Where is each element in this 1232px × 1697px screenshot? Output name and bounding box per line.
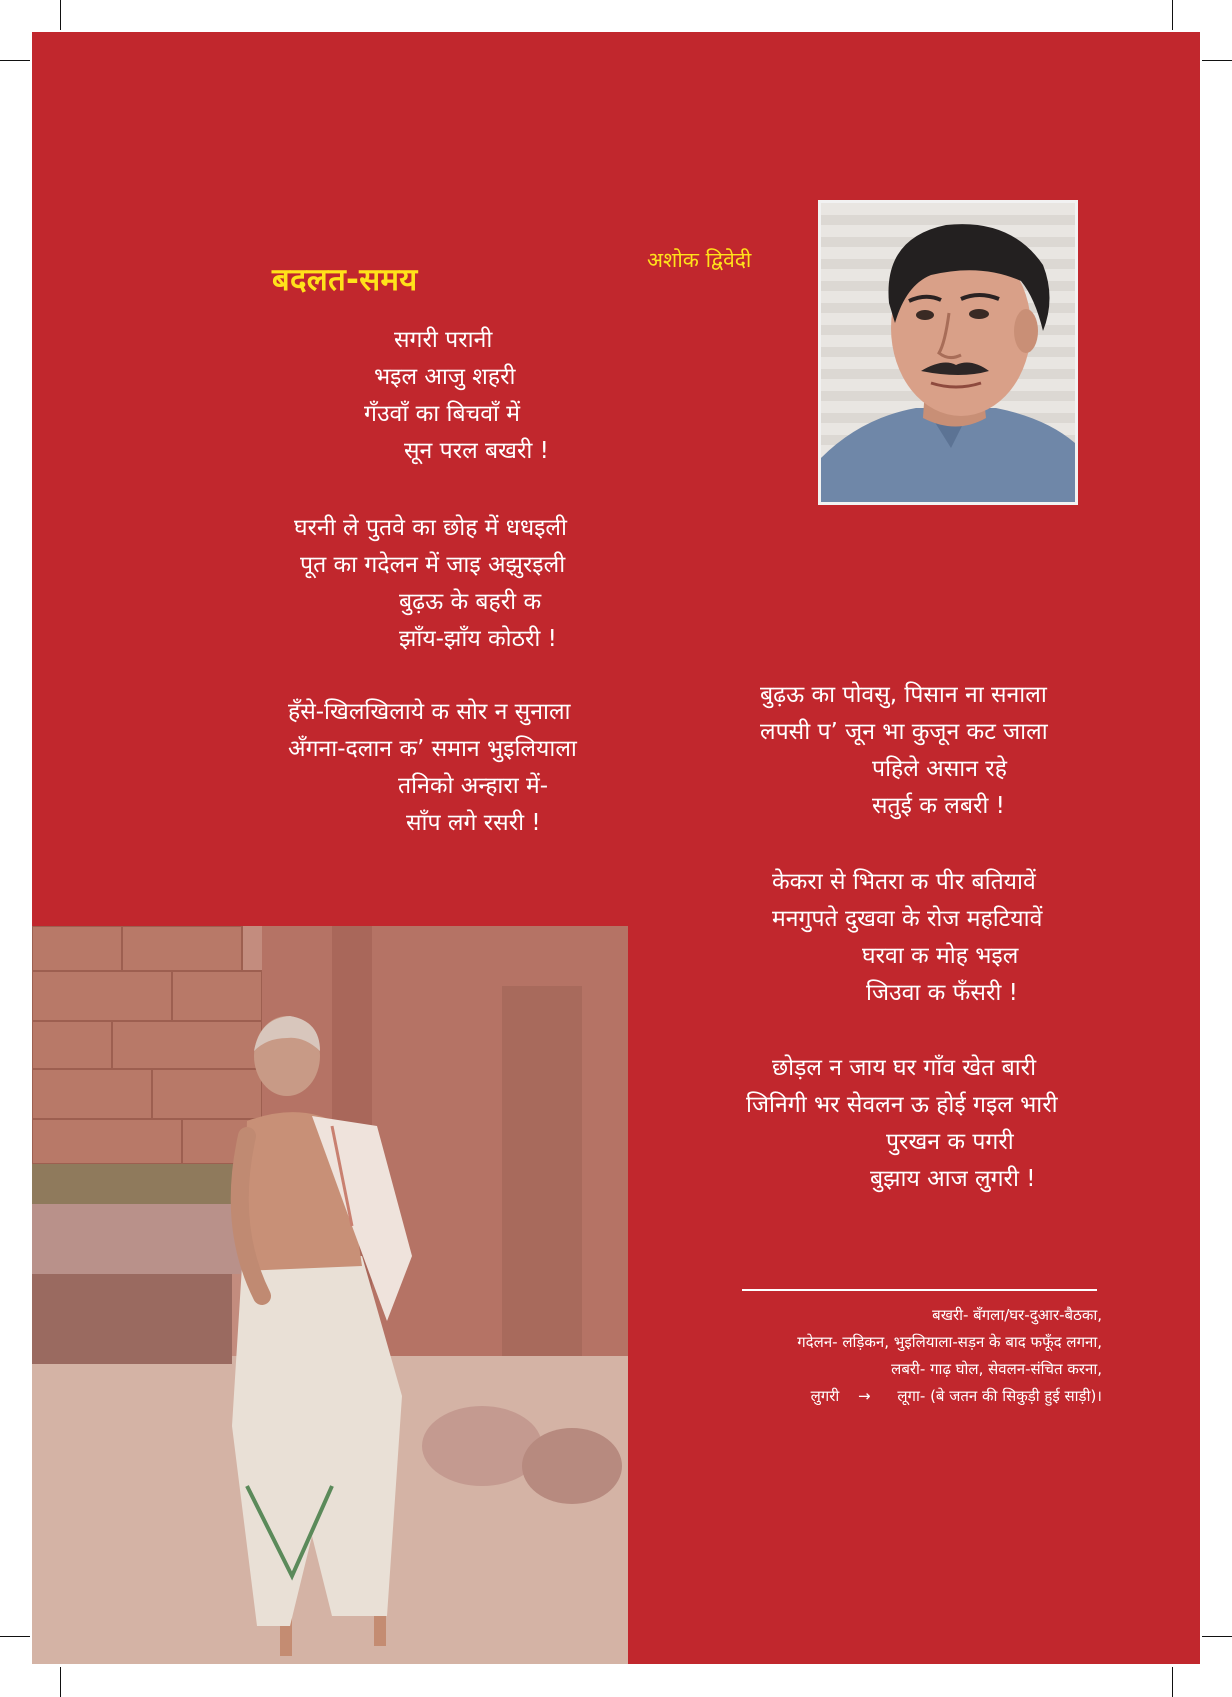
poem-line: पूत का गदेलन में जाइ अझुरइली — [300, 552, 566, 578]
glossary-line: लबरी- गाढ़ घोल, सेवलन-संचित करना, — [891, 1360, 1102, 1378]
poem-line: जिउवा क फँसरी ! — [866, 980, 1018, 1006]
poem-line: हँसे-खिलखिलाये क सोर न सुनाला — [288, 699, 571, 725]
glossary-divider — [742, 1289, 1097, 1291]
poem-title: बदलत-समय — [272, 262, 418, 298]
poem-line: पहिले असान रहे — [872, 756, 1007, 782]
poem-line: भइल आजु शहरी — [374, 364, 516, 390]
poem-line: सगरी परानी — [394, 327, 493, 353]
glossary-definition: लूगा- (बे जतन की सिकुड़ी हुई साड़ी)। — [897, 1387, 1102, 1405]
glossary-line: बखरी- बँगला/घर-दुआर-बैठका, — [932, 1306, 1102, 1324]
poem-line: अँगना-दलान क’ समान भुइलियाला — [288, 736, 577, 762]
poem-line: घरवा क मोह भइल — [862, 943, 1019, 969]
magazine-page — [32, 32, 1200, 1664]
author-portrait-photo — [821, 203, 1075, 502]
poem-line: मनगुपते दुखवा के रोज महटियावें — [772, 906, 1043, 932]
crop-mark — [1172, 0, 1173, 30]
glossary — [797, 1302, 1102, 1410]
glossary-line — [797, 1383, 1102, 1410]
poem-line: लपसी प’ जून भा कुजून कट जाला — [760, 719, 1048, 745]
stanza-4 — [760, 677, 1048, 825]
stanza-2 — [294, 510, 567, 658]
poem-line: केकरा से भितरा क पीर बतियावें — [772, 869, 1036, 895]
crop-mark — [1202, 60, 1232, 61]
poem-line: सून परल बखरी ! — [404, 438, 549, 464]
old-man-photo — [32, 926, 628, 1664]
crop-mark — [0, 1636, 30, 1637]
poem-line: साँप लगे रसरी ! — [406, 810, 541, 836]
poem-line: झाँय-झाँय कोठरी ! — [399, 626, 557, 652]
poem-line: जिनिगी भर सेवलन ऊ होई गइल भारी — [746, 1092, 1058, 1118]
stanza-3 — [288, 694, 577, 842]
glossary-line: गदेलन- लड़िकन, भुइलियाला-सड़न के बाद फफूँद लगना, — [797, 1333, 1102, 1351]
author-portrait — [818, 200, 1078, 505]
poem-line: बुझाय आज लुगरी ! — [870, 1166, 1036, 1192]
old-man-walking-photo — [32, 926, 628, 1664]
stanza-1 — [364, 322, 549, 470]
crop-mark — [1172, 1667, 1173, 1697]
stanza-6 — [746, 1050, 1058, 1198]
poem-line: सतुई क लबरी ! — [872, 793, 1005, 819]
poem-line: छोड़ल न जाय घर गाँव खेत बारी — [772, 1055, 1037, 1081]
poem-line: तनिको अन्हारा में- — [398, 773, 549, 799]
stanza-5 — [772, 864, 1042, 1012]
poem-line: बुढ़ऊ के बहरी क — [399, 589, 542, 615]
poem-line: पुरखन क पगरी — [886, 1129, 1014, 1155]
crop-mark — [0, 60, 30, 61]
poem-line: गँउवाँ का बिचवाँ में — [364, 401, 521, 427]
crop-mark — [60, 0, 61, 30]
author-name: अशोक द्विवेदी — [647, 248, 752, 272]
poem-line: बुढ़ऊ का पोवसु, पिसान ना सनाला — [760, 682, 1047, 708]
glossary-term: लुगरी — [810, 1387, 840, 1405]
crop-mark — [1202, 1636, 1232, 1637]
arrow-right-icon: → — [858, 1387, 871, 1405]
poem-line: घरनी ले पुतवे का छोह में धधइली — [294, 515, 567, 541]
crop-mark — [60, 1667, 61, 1697]
